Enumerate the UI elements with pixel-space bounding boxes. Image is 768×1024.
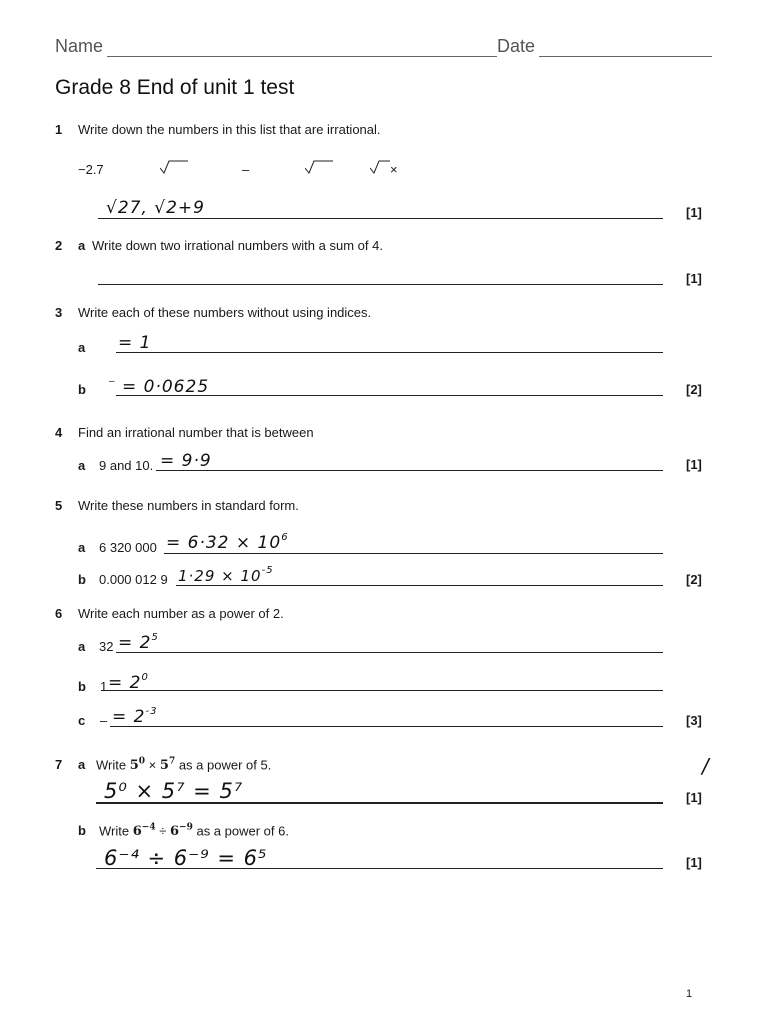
q4-number: 4: [55, 425, 63, 440]
page-title: Grade 8 End of unit 1 test: [55, 76, 295, 99]
q7b-answer-line[interactable]: [96, 868, 663, 869]
q1-text: Write down the numbers in this list that are irrational.: [78, 122, 381, 137]
q3-number: 3: [55, 305, 63, 320]
q5b-label: b: [78, 572, 86, 587]
q7a-handwritten-answer: 5⁰ × 5⁷ = 5⁷: [104, 779, 244, 803]
q7a-question: Write $5^0 \times 5^7$ as a power of 5.: [96, 757, 272, 774]
q3a-answer-line[interactable]: [116, 352, 663, 353]
q5a-handwritten-answer: = $6\cdot 32 \times 10^6$: [166, 532, 289, 553]
q5b-text: 0.000 012 9: [99, 572, 168, 587]
q1-list-fraction: –: [242, 162, 250, 177]
q1-list-times: ×: [390, 162, 398, 177]
q4a-handwritten-answer: = 9·9: [160, 451, 212, 471]
q6-number: 6: [55, 606, 63, 621]
q7b-question: Write $6^{-4} \div 6^{-9}$ as a power of 6.: [99, 823, 289, 840]
q1-number: 1: [55, 122, 63, 137]
q3-text: Write each of these numbers without using indices.: [78, 305, 372, 320]
q5-number: 5: [55, 498, 63, 513]
q6b-label: b: [78, 679, 86, 694]
sqrt-icon: [305, 160, 333, 174]
q1-list-item: −2.7: [78, 162, 104, 177]
q5-marks: [2]: [686, 572, 702, 587]
date-field-line[interactable]: [539, 56, 712, 57]
q6c-answer-line[interactable]: [110, 726, 663, 727]
q7a-marks: [1]: [686, 790, 702, 805]
q4a-label: a: [78, 458, 86, 473]
sqrt-icon: [160, 160, 188, 174]
q6a-label: a: [78, 639, 86, 654]
q4-marks: [1]: [686, 457, 702, 472]
q2-text: Write down two irrational numbers with a sum of 4.: [92, 238, 383, 253]
sqrt-icon: [370, 160, 390, 174]
page-number: 1: [686, 988, 693, 1000]
q1-answer-line[interactable]: [98, 218, 663, 219]
q2-number: 2: [55, 238, 63, 253]
q1-marks: [1]: [686, 205, 702, 220]
q7b-marks: [1]: [686, 855, 702, 870]
q3b-label: b: [78, 382, 86, 397]
q7a-label: a: [78, 757, 86, 772]
q3a-handwritten-answer: = 1: [118, 333, 152, 353]
q6c-text: –: [100, 713, 108, 728]
q7-number: 7: [55, 757, 63, 772]
q2-marks: [1]: [686, 271, 702, 286]
q2-sub-label: a: [78, 238, 86, 253]
q5a-label: a: [78, 540, 86, 555]
q3-marks: [2]: [686, 382, 702, 397]
q3b-prefix: –: [109, 376, 115, 387]
q5b-answer-line[interactable]: [176, 585, 663, 586]
q6a-answer-line[interactable]: [116, 652, 663, 653]
q5a-text: 6 320 000: [99, 540, 157, 555]
q5a-answer-line[interactable]: [164, 553, 663, 554]
q5-text: Write these numbers in standard form.: [78, 498, 299, 513]
q4a-text: 9 and 10.: [99, 458, 154, 473]
name-field-line[interactable]: [107, 56, 497, 57]
q7b-handwritten-answer: 6⁻⁴ ÷ 6⁻⁹ = 6⁵: [104, 846, 268, 870]
q6a-handwritten-answer: = $2^5$: [118, 632, 159, 653]
q7a-tick-mark: /: [702, 754, 710, 778]
q6b-handwritten-answer: = $2^0$: [108, 672, 149, 693]
date-label: Date: [497, 36, 536, 56]
q5b-handwritten-answer: $1\cdot 29 \times 10^{-5}$: [178, 565, 274, 585]
q6c-label: c: [78, 713, 86, 728]
q6a-text: 32: [99, 639, 114, 654]
q3b-handwritten-answer: = 0·0625: [122, 377, 210, 397]
q6b-answer-line[interactable]: [106, 690, 663, 691]
q4-text: Find an irrational number that is between: [78, 425, 314, 440]
q3a-label: a: [78, 340, 86, 355]
q6c-handwritten-answer: = $2^{-3}$: [112, 706, 158, 727]
q3b-answer-line[interactable]: [116, 395, 663, 396]
q4a-answer-line[interactable]: [156, 470, 663, 471]
q1-handwritten-answer: √27, √2+9: [106, 198, 205, 218]
q6b-text: 1: [100, 679, 108, 694]
q7a-answer-line[interactable]: [96, 802, 663, 804]
q6-text: Write each number as a power of 2.: [78, 606, 284, 621]
q6-marks: [3]: [686, 713, 702, 728]
name-label: Name: [55, 36, 104, 56]
q2-answer-line[interactable]: [98, 284, 663, 285]
q7b-label: b: [78, 823, 86, 838]
